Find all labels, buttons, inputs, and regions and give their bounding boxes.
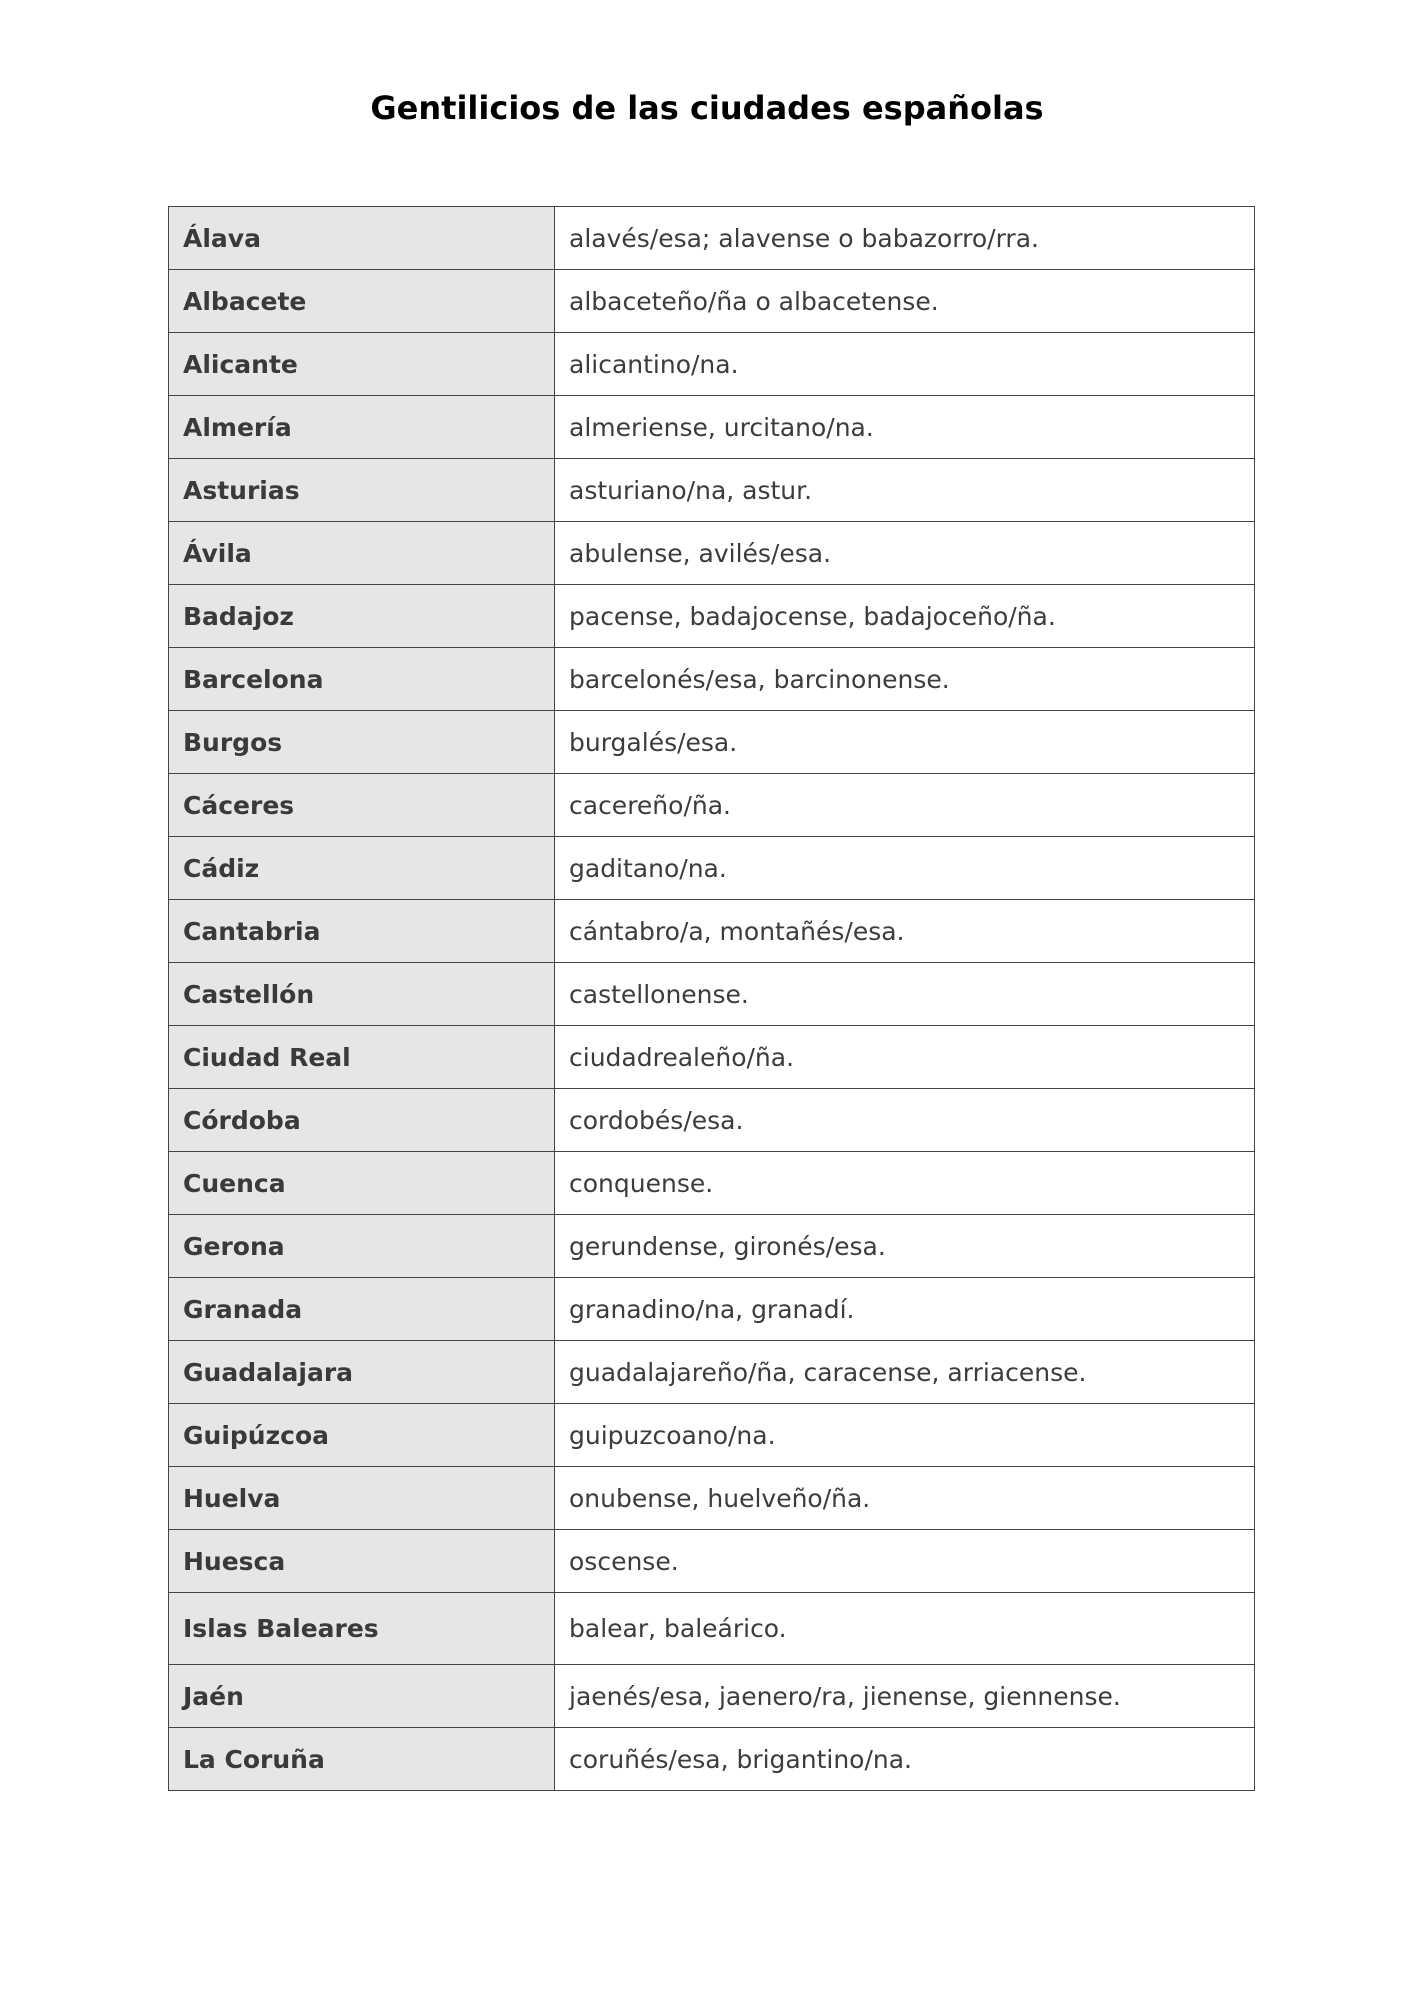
- table-row: [169, 837, 1255, 900]
- gentilicio-cell: gaditano/na.: [555, 837, 1255, 900]
- gentilicio-cell: barcelonés/esa, barcinonense.: [555, 648, 1255, 711]
- gentilicio-cell: gerundense, gironés/esa.: [555, 1215, 1255, 1278]
- table-row: [169, 585, 1255, 648]
- gentilicio-cell: balear, baleárico.: [555, 1593, 1255, 1665]
- table-row: [169, 396, 1255, 459]
- table-row: [169, 1665, 1255, 1728]
- gentilicio-cell: abulense, avilés/esa.: [555, 522, 1255, 585]
- city-cell: Burgos: [169, 711, 555, 774]
- table-row: [169, 963, 1255, 1026]
- table-row: [169, 1404, 1255, 1467]
- city-cell: Gerona: [169, 1215, 555, 1278]
- gentilicio-cell: jaenés/esa, jaenero/ra, jienense, giennense.: [555, 1665, 1255, 1728]
- city-cell: Córdoba: [169, 1089, 555, 1152]
- table-row: [169, 1026, 1255, 1089]
- table-row: [169, 648, 1255, 711]
- table-row: [169, 1593, 1255, 1665]
- table-row: [169, 711, 1255, 774]
- city-cell: Álava: [169, 207, 555, 270]
- city-cell: Badajoz: [169, 585, 555, 648]
- city-cell: Cuenca: [169, 1152, 555, 1215]
- table-row: [169, 1152, 1255, 1215]
- city-cell: Guipúzcoa: [169, 1404, 555, 1467]
- city-cell: Jaén: [169, 1665, 555, 1728]
- city-cell: Granada: [169, 1278, 555, 1341]
- gentilicios-table-body: [169, 207, 1255, 1791]
- gentilicio-cell: oscense.: [555, 1530, 1255, 1593]
- city-cell: Guadalajara: [169, 1341, 555, 1404]
- gentilicio-cell: cántabro/a, montañés/esa.: [555, 900, 1255, 963]
- gentilicio-cell: ciudadrealeño/ña.: [555, 1026, 1255, 1089]
- table-row: [169, 900, 1255, 963]
- gentilicio-cell: albaceteño/ña o albacetense.: [555, 270, 1255, 333]
- gentilicios-table: [168, 206, 1255, 1791]
- city-cell: Cádiz: [169, 837, 555, 900]
- table-row: [169, 774, 1255, 837]
- table-row: [169, 207, 1255, 270]
- gentilicio-cell: burgalés/esa.: [555, 711, 1255, 774]
- gentilicio-cell: coruñés/esa, brigantino/na.: [555, 1728, 1255, 1791]
- table-row: [169, 270, 1255, 333]
- city-cell: Huesca: [169, 1530, 555, 1593]
- gentilicio-cell: guadalajareño/ña, caracense, arriacense.: [555, 1341, 1255, 1404]
- gentilicio-cell: conquense.: [555, 1152, 1255, 1215]
- gentilicio-cell: granadino/na, granadí.: [555, 1278, 1255, 1341]
- city-cell: Ciudad Real: [169, 1026, 555, 1089]
- gentilicio-cell: guipuzcoano/na.: [555, 1404, 1255, 1467]
- city-cell: Albacete: [169, 270, 555, 333]
- table-row: [169, 1728, 1255, 1791]
- city-cell: Cáceres: [169, 774, 555, 837]
- city-cell: La Coruña: [169, 1728, 555, 1791]
- city-cell: Ávila: [169, 522, 555, 585]
- city-cell: Huelva: [169, 1467, 555, 1530]
- table-row: [169, 1530, 1255, 1593]
- gentilicio-cell: castellonense.: [555, 963, 1255, 1026]
- table-row: [169, 1089, 1255, 1152]
- table-row: [169, 1215, 1255, 1278]
- gentilicio-cell: asturiano/na, astur.: [555, 459, 1255, 522]
- table-row: [169, 1467, 1255, 1530]
- city-cell: Islas Baleares: [169, 1593, 555, 1665]
- table-row: [169, 333, 1255, 396]
- city-cell: Almería: [169, 396, 555, 459]
- table-row: [169, 1341, 1255, 1404]
- table-row: [169, 459, 1255, 522]
- city-cell: Asturias: [169, 459, 555, 522]
- table-row: [169, 522, 1255, 585]
- gentilicio-cell: onubense, huelveño/ña.: [555, 1467, 1255, 1530]
- city-cell: Barcelona: [169, 648, 555, 711]
- city-cell: Cantabria: [169, 900, 555, 963]
- gentilicio-cell: alicantino/na.: [555, 333, 1255, 396]
- city-cell: Castellón: [169, 963, 555, 1026]
- gentilicio-cell: cordobés/esa.: [555, 1089, 1255, 1152]
- city-cell: Alicante: [169, 333, 555, 396]
- table-row: [169, 1278, 1255, 1341]
- gentilicio-cell: alavés/esa; alavense o babazorro/rra.: [555, 207, 1255, 270]
- gentilicio-cell: pacense, badajocense, badajoceño/ña.: [555, 585, 1255, 648]
- gentilicio-cell: almeriense, urcitano/na.: [555, 396, 1255, 459]
- page-title: Gentilicios de las ciudades españolas: [370, 89, 1044, 127]
- gentilicio-cell: cacereño/ña.: [555, 774, 1255, 837]
